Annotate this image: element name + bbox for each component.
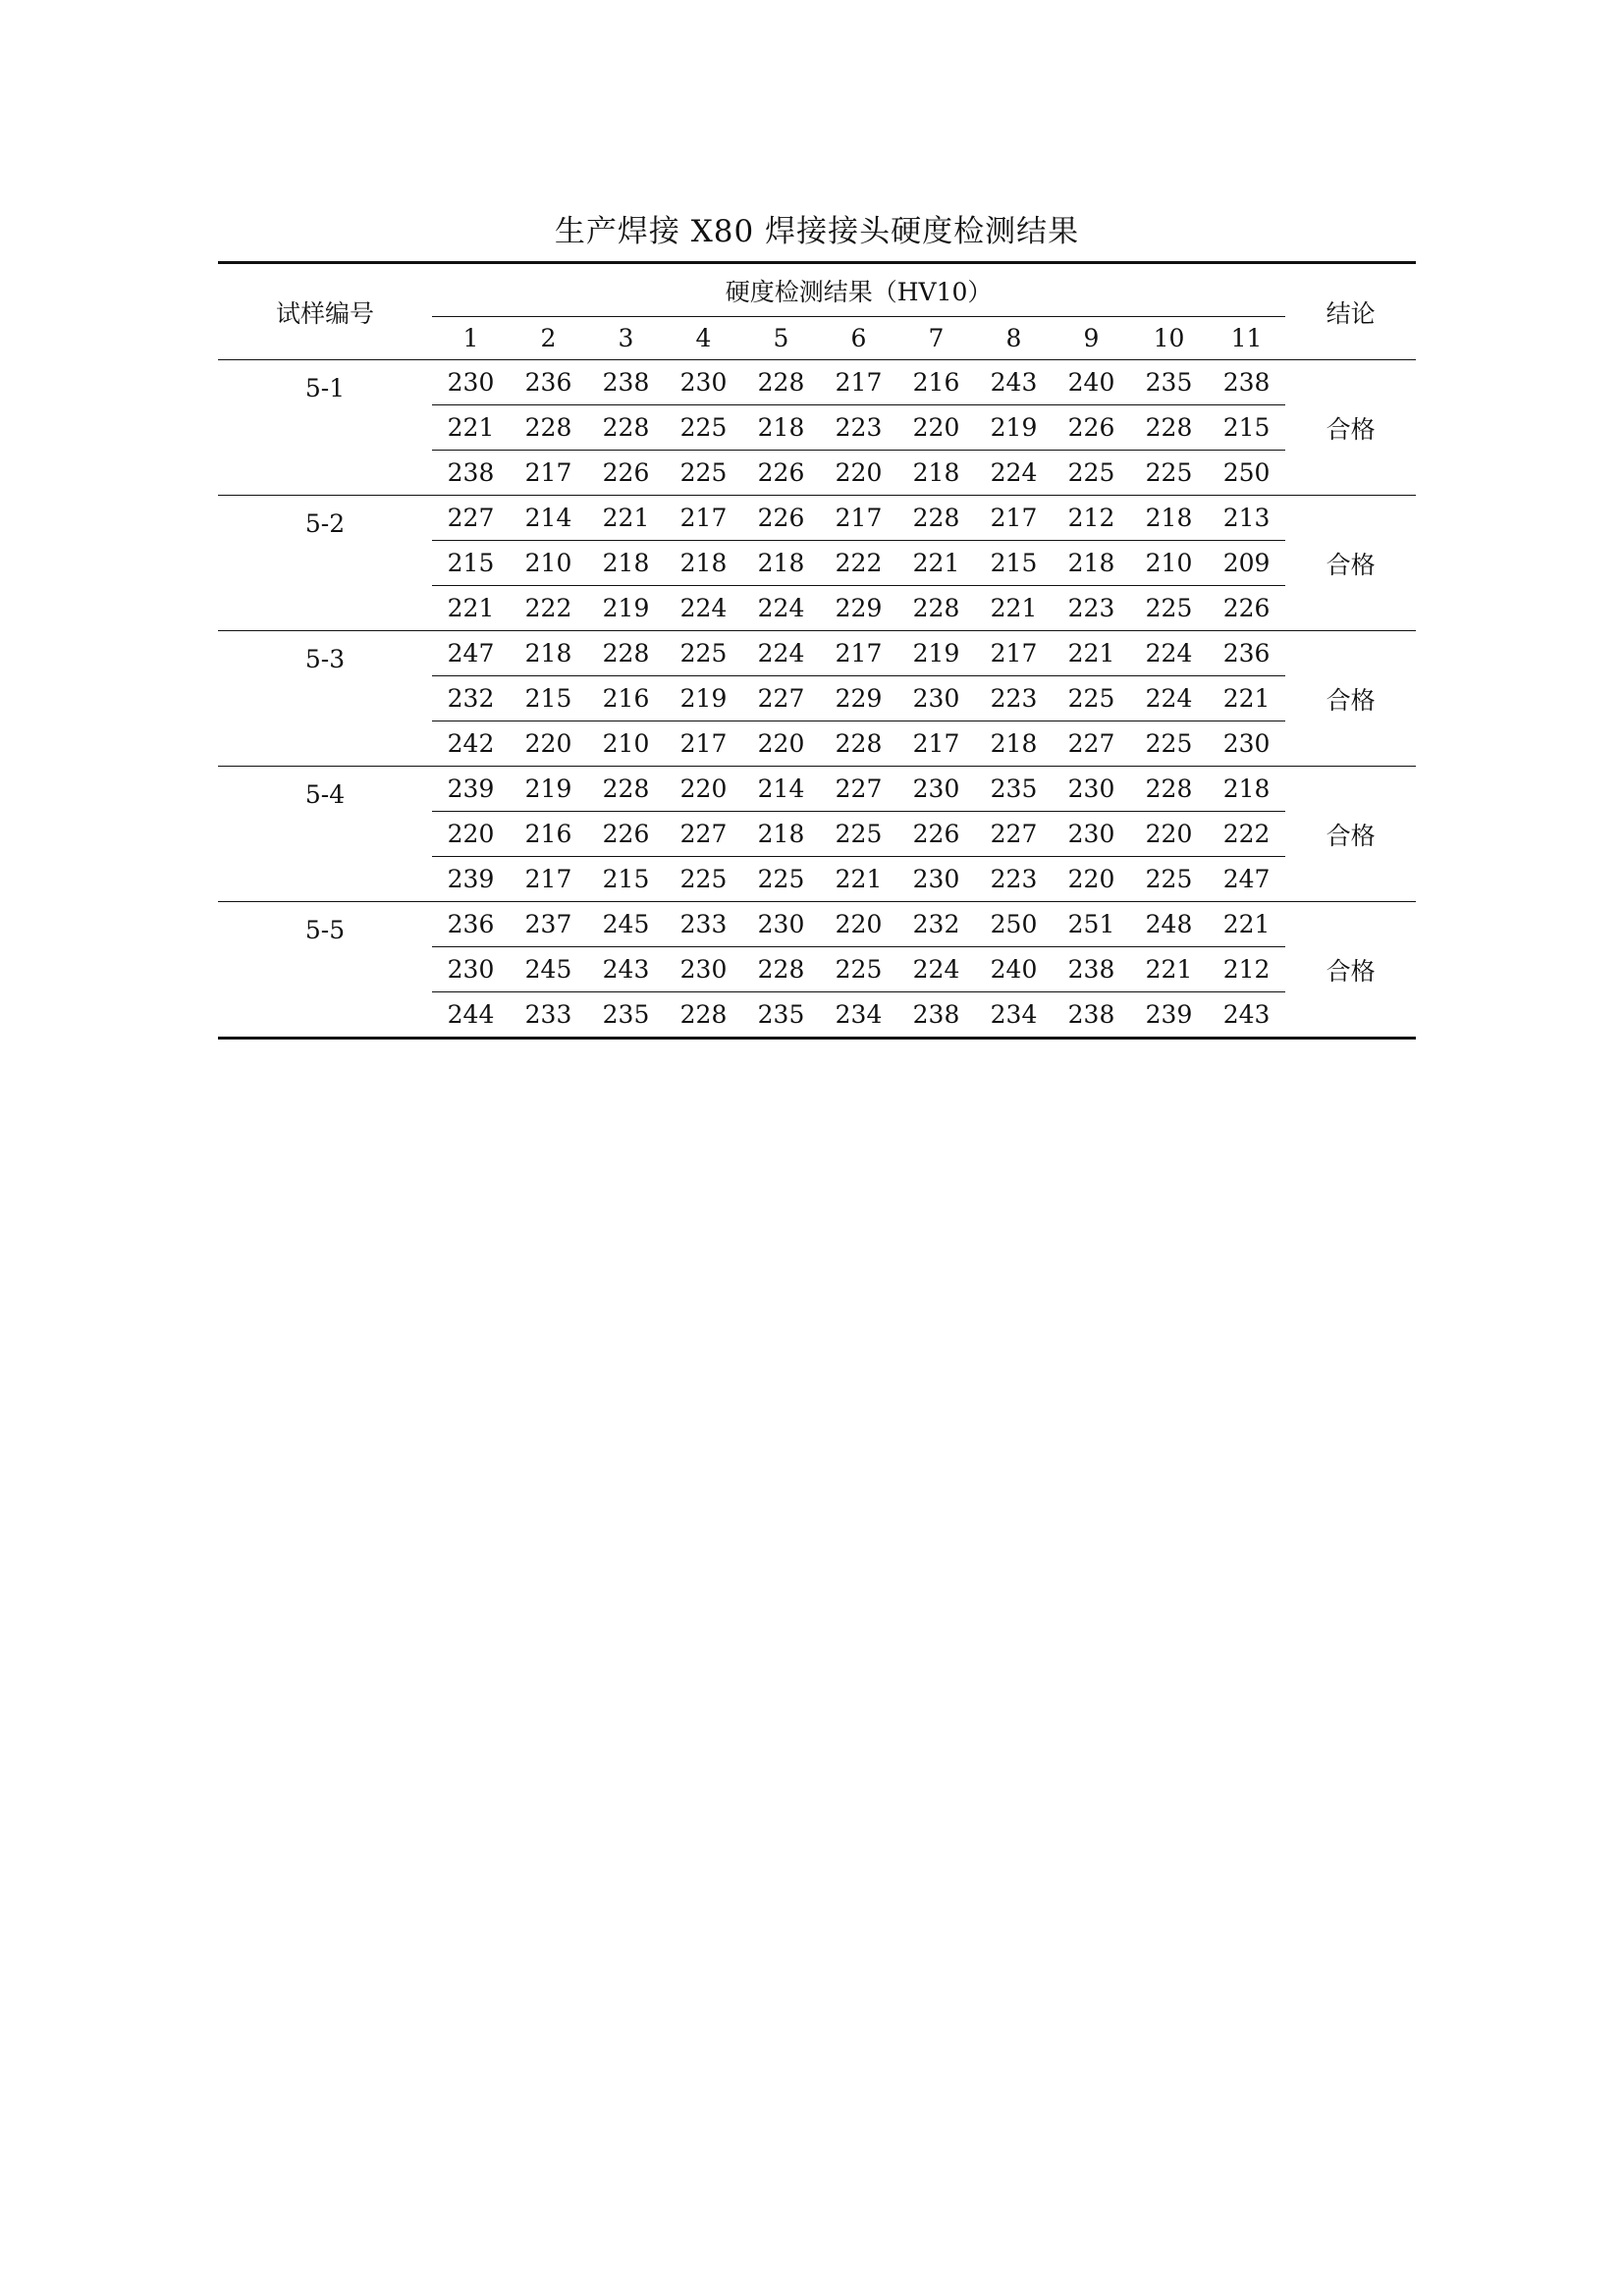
hardness-value: 226 (742, 496, 820, 541)
hardness-value: 224 (897, 947, 975, 992)
hardness-value: 230 (1053, 812, 1130, 857)
hardness-value: 226 (587, 451, 665, 496)
hardness-value: 219 (665, 676, 742, 721)
hardness-value: 227 (432, 496, 510, 541)
hardness-value: 221 (587, 496, 665, 541)
hardness-value: 216 (897, 360, 975, 405)
header-index-8: 8 (975, 317, 1053, 360)
hardness-value: 220 (665, 767, 742, 812)
hardness-value: 219 (587, 586, 665, 631)
hardness-value: 221 (897, 541, 975, 586)
header-index-10: 10 (1130, 317, 1208, 360)
hardness-value: 228 (587, 405, 665, 451)
hardness-value: 223 (1053, 586, 1130, 631)
hardness-value: 228 (510, 405, 587, 451)
hardness-value: 222 (1208, 812, 1285, 857)
hardness-value: 221 (1208, 676, 1285, 721)
hardness-value: 228 (1130, 767, 1208, 812)
hardness-value: 245 (587, 902, 665, 947)
hardness-value: 244 (432, 992, 510, 1039)
hardness-value: 227 (665, 812, 742, 857)
hardness-value: 220 (897, 405, 975, 451)
hardness-value: 250 (1208, 451, 1285, 496)
hardness-value: 215 (432, 541, 510, 586)
hardness-value: 218 (1130, 496, 1208, 541)
hardness-value: 226 (742, 451, 820, 496)
hardness-value: 236 (1208, 631, 1285, 676)
hardness-value: 235 (975, 767, 1053, 812)
hardness-value: 218 (510, 631, 587, 676)
hardness-value: 240 (975, 947, 1053, 992)
hardness-value: 228 (897, 496, 975, 541)
hardness-value: 243 (587, 947, 665, 992)
hardness-value: 218 (742, 405, 820, 451)
hardness-value: 230 (665, 360, 742, 405)
hardness-value: 230 (897, 767, 975, 812)
hardness-value: 215 (587, 857, 665, 902)
hardness-value: 239 (1130, 992, 1208, 1039)
hardness-value: 225 (1053, 676, 1130, 721)
hardness-value: 235 (742, 992, 820, 1039)
hardness-value: 225 (665, 631, 742, 676)
hardness-value: 219 (510, 767, 587, 812)
header-hardness-group: 硬度检测结果（HV10） (432, 263, 1285, 317)
hardness-value: 217 (975, 631, 1053, 676)
hardness-value: 225 (1130, 451, 1208, 496)
hardness-value: 222 (820, 541, 897, 586)
sample-id: 5-3 (218, 631, 432, 767)
hardness-value: 225 (742, 857, 820, 902)
hardness-value: 229 (820, 676, 897, 721)
hardness-value: 239 (432, 857, 510, 902)
hardness-value: 243 (1208, 992, 1285, 1039)
hardness-value: 228 (587, 631, 665, 676)
hardness-value: 227 (1053, 721, 1130, 767)
hardness-value: 218 (1208, 767, 1285, 812)
table-row (218, 360, 1416, 405)
hardness-value: 223 (975, 676, 1053, 721)
header-index-3: 3 (587, 317, 665, 360)
header-index-5: 5 (742, 317, 820, 360)
conclusion-value: 合格 (1285, 496, 1416, 631)
hardness-value: 218 (742, 812, 820, 857)
hardness-value: 220 (1130, 812, 1208, 857)
hardness-value: 226 (1053, 405, 1130, 451)
hardness-value: 228 (587, 767, 665, 812)
hardness-value: 220 (820, 451, 897, 496)
hardness-value: 217 (820, 496, 897, 541)
hardness-value: 212 (1053, 496, 1130, 541)
hardness-value: 213 (1208, 496, 1285, 541)
hardness-value: 217 (820, 631, 897, 676)
hardness-value: 225 (1130, 586, 1208, 631)
hardness-value: 227 (975, 812, 1053, 857)
hardness-value: 235 (587, 992, 665, 1039)
hardness-value: 221 (1130, 947, 1208, 992)
hardness-value: 228 (897, 586, 975, 631)
sample-id: 5-4 (218, 767, 432, 902)
hardness-value: 218 (742, 541, 820, 586)
hardness-value: 226 (587, 812, 665, 857)
table-body (218, 360, 1416, 1039)
hardness-value: 217 (665, 721, 742, 767)
header-index-1: 1 (432, 317, 510, 360)
hardness-value: 228 (1130, 405, 1208, 451)
header-index-4: 4 (665, 317, 742, 360)
hardness-value: 239 (432, 767, 510, 812)
hardness-value: 221 (820, 857, 897, 902)
hardness-value: 217 (975, 496, 1053, 541)
hardness-value: 222 (510, 586, 587, 631)
hardness-value: 230 (742, 902, 820, 947)
hardness-value: 238 (587, 360, 665, 405)
conclusion-value: 合格 (1285, 902, 1416, 1039)
hardness-value: 250 (975, 902, 1053, 947)
hardness-value: 219 (897, 631, 975, 676)
hardness-value: 228 (820, 721, 897, 767)
conclusion-value: 合格 (1285, 631, 1416, 767)
hardness-value: 225 (665, 857, 742, 902)
hardness-value: 220 (1053, 857, 1130, 902)
table-row (218, 631, 1416, 676)
hardness-value: 232 (897, 902, 975, 947)
hardness-value: 247 (432, 631, 510, 676)
header-index-7: 7 (897, 317, 975, 360)
hardness-value: 234 (975, 992, 1053, 1039)
hardness-value: 220 (432, 812, 510, 857)
hardness-value: 225 (1053, 451, 1130, 496)
hardness-value: 228 (665, 992, 742, 1039)
table-row (218, 902, 1416, 947)
hardness-value: 232 (432, 676, 510, 721)
hardness-value: 238 (1053, 947, 1130, 992)
hardness-value: 240 (1053, 360, 1130, 405)
hardness-value: 230 (432, 360, 510, 405)
hardness-value: 221 (432, 586, 510, 631)
hardness-value: 224 (742, 586, 820, 631)
hardness-value: 219 (975, 405, 1053, 451)
hardness-value: 224 (1130, 631, 1208, 676)
hardness-value: 215 (510, 676, 587, 721)
hardness-value: 242 (432, 721, 510, 767)
hardness-value: 225 (665, 451, 742, 496)
hardness-value: 227 (742, 676, 820, 721)
sample-id: 5-5 (218, 902, 432, 1039)
hardness-value: 220 (742, 721, 820, 767)
hardness-value: 216 (510, 812, 587, 857)
hardness-value: 227 (820, 767, 897, 812)
hardness-value: 226 (1208, 586, 1285, 631)
table-title: 生产焊接 X80 焊接接头硬度检测结果 (554, 214, 1080, 249)
sample-id: 5-2 (218, 496, 432, 631)
hardness-value: 218 (1053, 541, 1130, 586)
hardness-value: 210 (1130, 541, 1208, 586)
hardness-value: 212 (1208, 947, 1285, 992)
hardness-value: 221 (432, 405, 510, 451)
hardness-value: 221 (1053, 631, 1130, 676)
hardness-value: 230 (1208, 721, 1285, 767)
hardness-value: 235 (1130, 360, 1208, 405)
hardness-value: 228 (742, 360, 820, 405)
conclusion-value: 合格 (1285, 360, 1416, 496)
hardness-value: 236 (510, 360, 587, 405)
hardness-value: 238 (1053, 992, 1130, 1039)
sample-id: 5-1 (218, 360, 432, 496)
hardness-value: 247 (1208, 857, 1285, 902)
hardness-value: 248 (1130, 902, 1208, 947)
hardness-value: 236 (432, 902, 510, 947)
hardness-value: 237 (510, 902, 587, 947)
hardness-value: 209 (1208, 541, 1285, 586)
hardness-value: 233 (665, 902, 742, 947)
hardness-value: 215 (975, 541, 1053, 586)
header-index-11: 11 (1208, 317, 1285, 360)
hardness-value: 243 (975, 360, 1053, 405)
hardness-value: 225 (820, 947, 897, 992)
hardness-value: 225 (1130, 721, 1208, 767)
hardness-value: 251 (1053, 902, 1130, 947)
hardness-value: 224 (1130, 676, 1208, 721)
header-conclusion: 结论 (1285, 263, 1416, 360)
conclusion-value: 合格 (1285, 767, 1416, 902)
hardness-value: 221 (1208, 902, 1285, 947)
header-index-9: 9 (1053, 317, 1130, 360)
hardness-value: 214 (742, 767, 820, 812)
hardness-value: 226 (897, 812, 975, 857)
hardness-value: 218 (897, 451, 975, 496)
hardness-value: 224 (665, 586, 742, 631)
header-sample-id: 试样编号 (218, 263, 432, 360)
hardness-value: 230 (432, 947, 510, 992)
hardness-value: 223 (820, 405, 897, 451)
hardness-value: 217 (510, 857, 587, 902)
hardness-value: 220 (820, 902, 897, 947)
hardness-value: 238 (432, 451, 510, 496)
header-index-2: 2 (510, 317, 587, 360)
hardness-value: 217 (820, 360, 897, 405)
hardness-value: 224 (975, 451, 1053, 496)
hardness-value: 221 (975, 586, 1053, 631)
table-row (218, 767, 1416, 812)
hardness-value: 238 (1208, 360, 1285, 405)
hardness-value: 225 (665, 405, 742, 451)
hardness-value: 215 (1208, 405, 1285, 451)
hardness-value: 245 (510, 947, 587, 992)
hardness-value: 220 (510, 721, 587, 767)
header-index-6: 6 (820, 317, 897, 360)
hardness-value: 216 (587, 676, 665, 721)
hardness-value: 223 (975, 857, 1053, 902)
hardness-value: 225 (820, 812, 897, 857)
hardness-value: 233 (510, 992, 587, 1039)
hardness-value: 230 (665, 947, 742, 992)
hardness-value: 228 (742, 947, 820, 992)
hardness-value: 217 (510, 451, 587, 496)
hardness-value: 217 (897, 721, 975, 767)
hardness-value: 230 (897, 857, 975, 902)
hardness-table (218, 261, 1416, 1040)
hardness-value: 218 (665, 541, 742, 586)
hardness-value: 230 (1053, 767, 1130, 812)
hardness-value: 229 (820, 586, 897, 631)
hardness-value: 230 (897, 676, 975, 721)
hardness-value: 218 (975, 721, 1053, 767)
hardness-value: 238 (897, 992, 975, 1039)
hardness-value: 224 (742, 631, 820, 676)
hardness-value: 210 (587, 721, 665, 767)
hardness-value: 210 (510, 541, 587, 586)
table-row (218, 496, 1416, 541)
hardness-value: 234 (820, 992, 897, 1039)
hardness-value: 225 (1130, 857, 1208, 902)
hardness-value: 218 (587, 541, 665, 586)
hardness-value: 214 (510, 496, 587, 541)
hardness-value: 217 (665, 496, 742, 541)
